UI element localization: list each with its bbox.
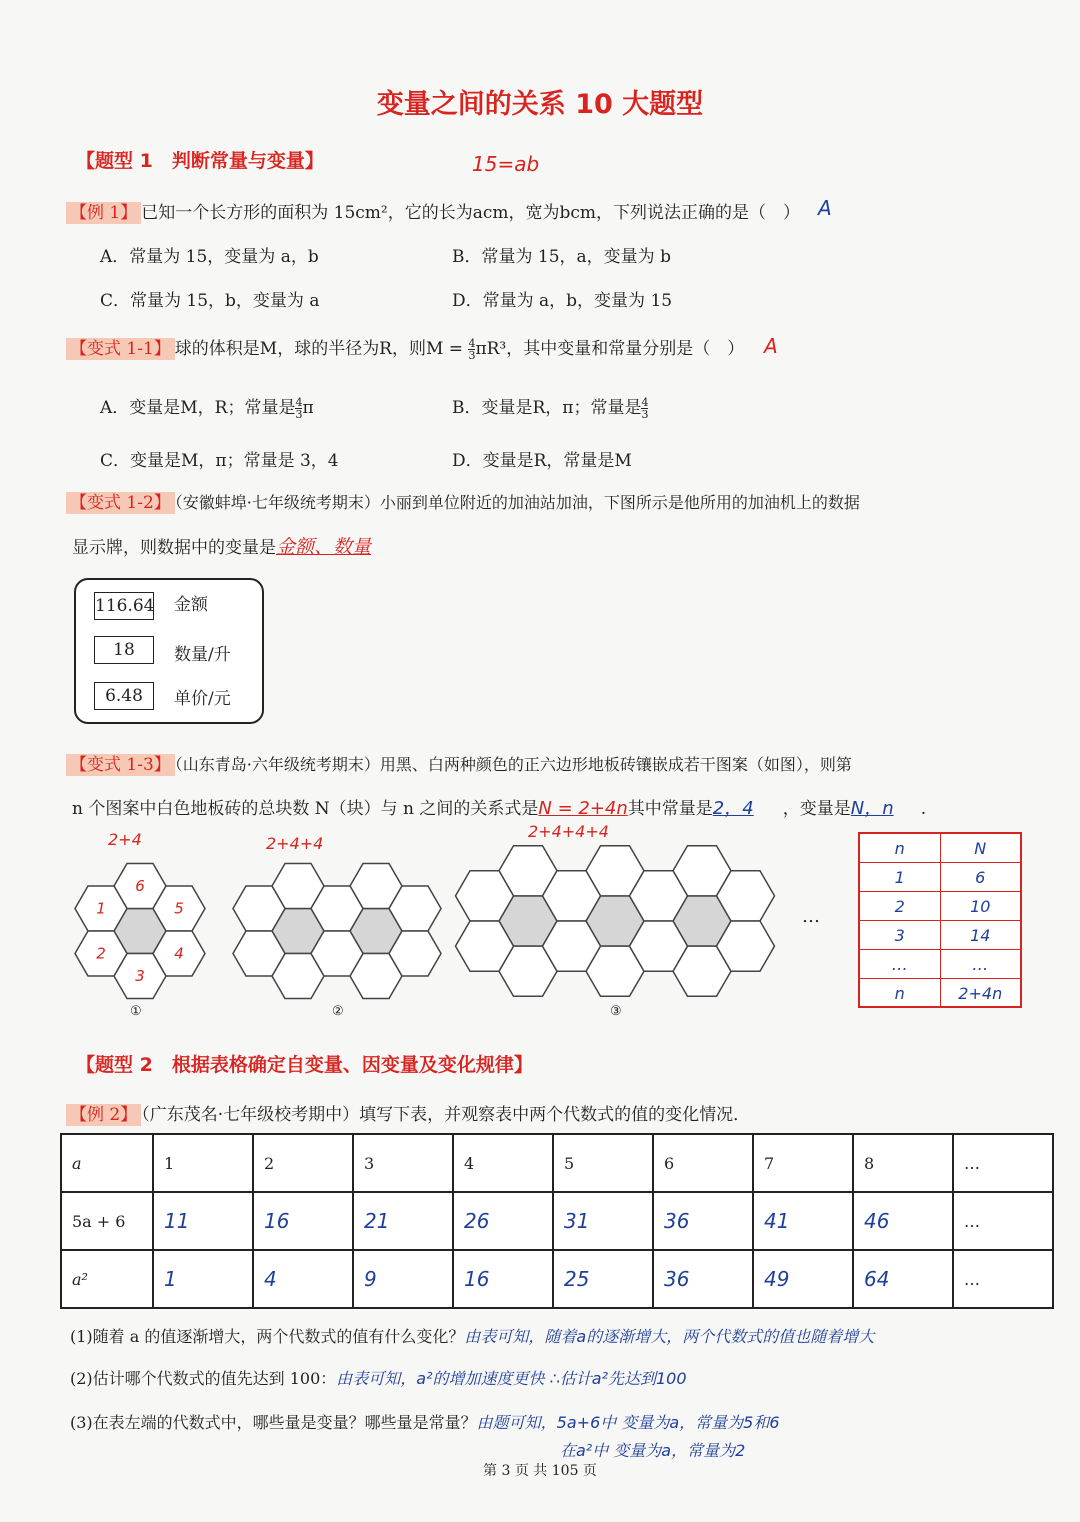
- variant13-answer-constants: 2，4: [712, 798, 754, 819]
- variant11-option-c: C．变量是M，π；常量是 3，4: [100, 451, 339, 471]
- variant11-answer: A: [764, 334, 778, 358]
- table-cell: …: [953, 1250, 1053, 1308]
- example1-answer: A: [818, 196, 832, 220]
- variant13-question-line2: n 个图案中白色地板砖的总块数 N（块）与 n 之间的关系式是N = 2+4n其中常量是2，4 ，变量是N，n .: [72, 794, 926, 820]
- table-cell: 36: [653, 1192, 753, 1250]
- answer-1: 由表可知，随着a的逐渐增大，两个代数式的值也随着增大: [464, 1327, 875, 1346]
- n-N-table-cell: …: [860, 950, 941, 978]
- figure2-label: ②: [332, 1004, 344, 1019]
- n-N-table: [858, 832, 1022, 1008]
- variant11-tag: 【变式 1-1】: [66, 338, 175, 360]
- example2-table: [60, 1133, 1054, 1309]
- example2-tag: 【例 2】: [66, 1104, 141, 1126]
- table-cell: 6: [653, 1134, 753, 1192]
- n-N-table-cell: …: [972, 954, 989, 974]
- table-head-a: a: [61, 1134, 153, 1192]
- n-N-table-cell: 10: [970, 896, 991, 916]
- pump-price-label: 单价/元: [174, 689, 231, 709]
- pump-amount-value: 116.64: [94, 592, 154, 620]
- variant11-text-a: 球的体积是M，球的半径为R，则M =: [174, 339, 469, 359]
- figure-ellipsis: …: [802, 906, 820, 927]
- table-cell: 16: [453, 1250, 553, 1308]
- example2-question: 【例 2】 （广东茂名·七年级校考期中）填写下表，并观察表中两个代数式的值的变化情况．: [66, 1100, 750, 1125]
- table-cell: …: [953, 1192, 1053, 1250]
- variant13-answer-variables: N，n: [850, 798, 894, 819]
- table-cell: 3: [353, 1134, 453, 1192]
- variant13-tag: 【变式 1-3】: [66, 754, 175, 776]
- table-head-5a6: 5a + 6: [61, 1192, 153, 1250]
- table-head-a2: a²: [61, 1250, 153, 1308]
- n-N-table-cell: N: [974, 838, 987, 858]
- table-cell: …: [953, 1134, 1053, 1192]
- n-N-table-cell: 2: [860, 892, 941, 920]
- table-cell: 4: [253, 1250, 353, 1308]
- variant13-question: 【变式 1-3】 （山东青岛·六年级统考期末）用黑、白两种颜色的正六边形地板砖镶嵌成若干图案（如图），则第: [66, 750, 852, 775]
- pump-price-value: 6.48: [94, 682, 154, 710]
- figure1-count: 5: [174, 899, 184, 918]
- variant12-tag: 【变式 1-2】: [66, 492, 175, 514]
- n-N-table-row: [860, 863, 1020, 892]
- table-cell: 1: [153, 1250, 253, 1308]
- table-cell: 41: [753, 1192, 853, 1250]
- n-N-table-cell: n: [860, 979, 941, 1007]
- question-3: (3)在表左端的代数式中，哪些量是变量？哪些量是常量？由题可知，5a+6中 变量为a，常量为5和6: [70, 1413, 780, 1432]
- example1-option-d: D．常量为 a，b，变量为 15: [452, 291, 673, 311]
- figure1-count: 4: [174, 944, 184, 963]
- pump-amount-label: 金额: [174, 595, 208, 615]
- table-row-5a6: [61, 1192, 1053, 1250]
- table-cell: 16: [253, 1192, 353, 1250]
- section-heading-type2: 【题型 2 根据表格确定自变量、因变量及变化规律】: [76, 1054, 533, 1076]
- variant13-answer-formula: N = 2+4n: [538, 798, 628, 819]
- n-N-table-row: [860, 892, 1020, 921]
- variant12-answer: 金额、数量: [276, 536, 372, 558]
- table-row-a2: [61, 1250, 1053, 1308]
- n-N-table-cell: n: [860, 834, 941, 862]
- page-footer: 第 3 页 共 105 页: [483, 1463, 597, 1479]
- table-cell: 64: [853, 1250, 953, 1308]
- table-cell: 31: [553, 1192, 653, 1250]
- variant11-text-b: πR³，其中变量和常量分别是（ ）: [475, 339, 745, 359]
- variant11-option-d: D．变量是R，常量是M: [452, 451, 632, 471]
- figure3-note: 2+4+4+4: [528, 822, 609, 841]
- table-cell: 11: [153, 1192, 253, 1250]
- n-N-table-row: [860, 979, 1020, 1007]
- handwritten-note-15ab: 15=ab: [472, 152, 540, 176]
- table-cell: 2: [253, 1134, 353, 1192]
- fraction-4-3: $\frac{4}{3}$: [468, 337, 476, 362]
- table-cell: 36: [653, 1250, 753, 1308]
- table-cell: 7: [753, 1134, 853, 1192]
- question-2: (2)估计哪个代数式的值先达到 100：由表可知，a²的增加速度更快 ∴估计a²先达到100: [70, 1369, 687, 1388]
- table-cell: 21: [353, 1192, 453, 1250]
- figure1-count: 6: [135, 876, 145, 895]
- variant11-option-b: B．变量是R，π；常量是 $\frac{4}{3}$: [452, 396, 649, 421]
- n-N-table-cell: 3: [860, 921, 941, 949]
- answer-3-line2: 在a²中 变量为a，常量为2: [560, 1441, 746, 1460]
- n-N-table-cell: 2+4n: [958, 983, 1003, 1003]
- variant12-question: 【变式 1-2】 （安徽蚌埠·七年级统考期末）小丽到单位附近的加油站加油，下图所示是他所用的加油机上的数据: [66, 488, 860, 513]
- figure3-label: ③: [610, 1004, 622, 1019]
- table-cell: 26: [453, 1192, 553, 1250]
- question-1: (1)随着 a 的值逐渐增大，两个代数式的值有什么变化？由表可知，随着a的逐渐增大，两个代数式的值也随着增大: [70, 1327, 875, 1346]
- example1-option-a: A．常量为 15，变量为 a，b: [100, 247, 319, 267]
- n-N-table-cell: 1: [860, 863, 941, 891]
- variant11-option-a: A．变量是M，R；常量是 $\frac{4}{3}$ π: [100, 396, 314, 421]
- pump-quantity-label: 数量/升: [174, 645, 231, 665]
- figure1-note: 2+4: [108, 830, 142, 849]
- table-cell: 49: [753, 1250, 853, 1308]
- table-cell: 25: [553, 1250, 653, 1308]
- n-N-table-row: [860, 921, 1020, 950]
- table-cell: 8: [853, 1134, 953, 1192]
- n-N-table-row: [860, 834, 1020, 863]
- n-N-table-cell: 6: [975, 867, 986, 887]
- table-cell: 5: [553, 1134, 653, 1192]
- example1-text: 已知一个长方形的面积为 15cm²，它的长为acm，宽为bcm，下列说法正确的是（ ）: [141, 203, 801, 223]
- figure1-label: ①: [130, 1004, 142, 1019]
- figure2-note: 2+4+4: [266, 834, 324, 853]
- table-cell: 9: [353, 1250, 453, 1308]
- figure1-count: 1: [96, 899, 106, 918]
- section-heading-type1: 【题型 1 判断常量与变量】: [76, 150, 324, 172]
- figure1-count: 3: [135, 967, 145, 986]
- example1-option-b: B．常量为 15，a，变量为 b: [452, 247, 671, 267]
- example1-tag: 【例 1】: [66, 202, 141, 224]
- table-row-a: [61, 1134, 1053, 1192]
- example1-option-c: C．常量为 15，b，变量为 a: [100, 291, 320, 311]
- table-cell: 4: [453, 1134, 553, 1192]
- answer-2: 由表可知，a²的增加速度更快 ∴估计a²先达到100: [336, 1369, 687, 1388]
- figure1-count: 2: [96, 944, 106, 963]
- answer-3-line1: 由题可知，5a+6中 变量为a，常量为5和6: [476, 1413, 780, 1432]
- n-N-table-cell: 14: [970, 925, 991, 945]
- variant12-question-line2: 显示牌，则数据中的变量是金额、数量: [72, 536, 372, 558]
- pump-quantity-value: 18: [94, 636, 154, 664]
- table-cell: 1: [153, 1134, 253, 1192]
- n-N-table-row: [860, 950, 1020, 979]
- table-cell: 46: [853, 1192, 953, 1250]
- page-title: 变量之间的关系 10 大题型: [376, 89, 704, 120]
